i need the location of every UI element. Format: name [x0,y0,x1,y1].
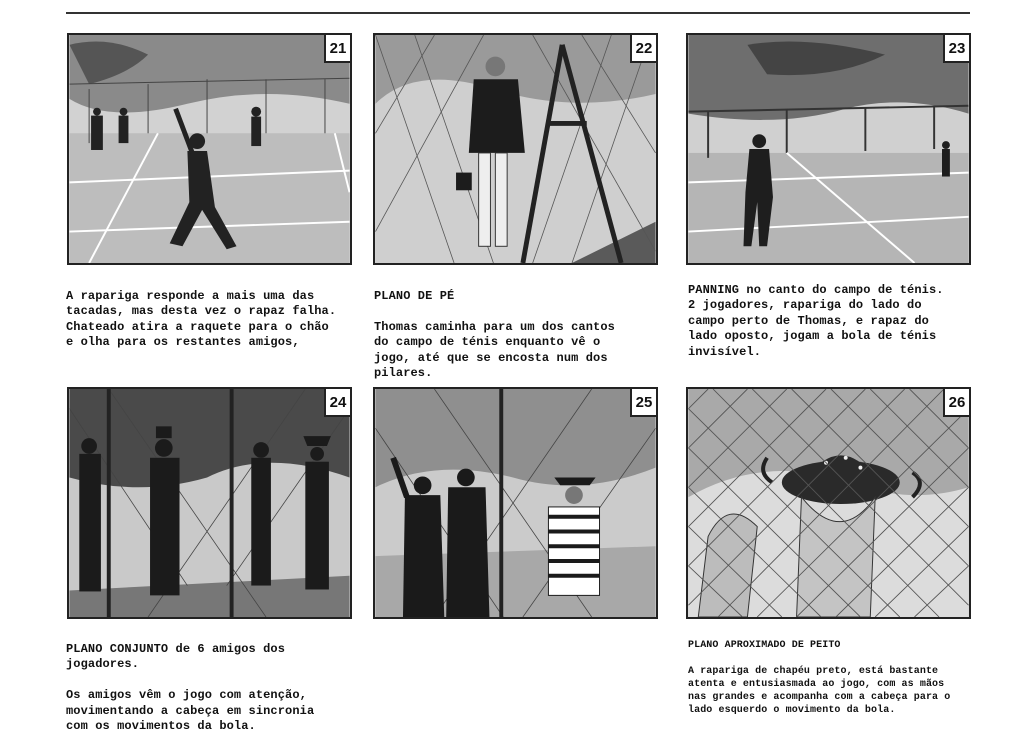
caption-text: Os amigos vêm o jogo com atenção, movimentando a cabeça em sincronia com os movimentos da bola. [66,688,315,733]
panel-caption-22 [374,273,664,382]
sketch-court-panning-23 [688,35,969,263]
sketch-six-friends-24 [69,389,350,617]
caption-heading: PLANO DE PÉ [374,288,455,303]
panel-number: 23 [943,35,969,63]
storyboard-frame-22 [373,33,658,265]
caption-heading: PLANO APROXIMADO DE PEITO [688,640,841,651]
panel-caption-26 [688,626,978,717]
sketch-fence-corner-22 [375,35,656,263]
panel-number: 26 [943,389,969,417]
panel-number: 21 [324,35,350,63]
storyboard-frame-23 [686,33,971,265]
panel-caption-23 [688,267,978,360]
panel-number: 22 [630,35,656,63]
panel-caption-21 [66,273,356,351]
panel-number: 24 [324,389,350,417]
caption-text: Thomas caminha para um dos cantos do campo de ténis enquanto vê o jogo, até que se encosta num dos pilares. [374,319,615,380]
panel-number: 25 [630,389,656,417]
storyboard-frame-24 [67,387,352,619]
storyboard-frame-21 [67,33,352,265]
panel-caption-24 [66,626,356,735]
caption-text: PANNING no canto do campo de ténis. 2 jogadores, rapariga do lado do campo perto de Thomas, e rapaz do lado oposto, jogam a bola de ténis invisível. [688,282,944,359]
storyboard-frame-25 [373,387,658,619]
caption-heading: PLANO CONJUNTO de 6 amigos dos jogadores. [66,641,286,671]
top-rule [66,12,970,14]
storyboard-frame-26 [686,387,971,619]
sketch-tennis-court-21 [69,35,350,263]
sketch-girl-closeup-26 [688,389,969,617]
caption-text: A rapariga responde a mais uma das tacadas, mas desta vez o rapaz falha. Chateado atira a raquete para o chão e olha para os restantes amigos, [66,288,337,349]
caption-text: A rapariga de chapéu preto, está bastante atenta e entusiasmada ao jogo, com as mãos nas grandes e acompanha com a cabeça para o lado esquerdo o movimento da bola. [688,666,951,716]
sketch-friends-cheering-25 [375,389,656,617]
